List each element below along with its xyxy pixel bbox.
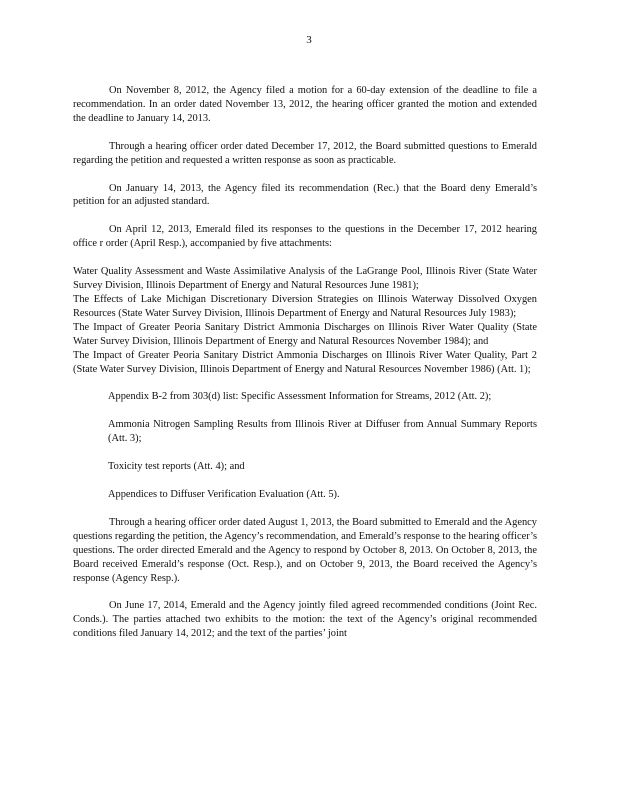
page-number: 3	[306, 34, 312, 46]
attachment-item: The Impact of Greater Peoria Sanitary District Ammonia Discharges on Illinois River Water Quality, Part 2 (State Water Survey Division, Illinois Department of Energy and Natural Resources November 1986) (Att. 1);	[73, 349, 537, 375]
paragraph-joint-conditions: On June 17, 2014, Emerald and the Agency jointly filed agreed recommended conditions (Joint Rec. Conds.). The parties attached two exhibits to the motion: the text of the Agency’s original recommended conditions filed January 14, 2012; and the text of the parties’ joint	[73, 600, 537, 640]
attachment-2: Appendix B-2 from 303(d) list: Specific Assessment Information for Streams, 2012 (Att. 2);	[108, 391, 492, 403]
attachment-4: Toxicity test reports (Att. 4); and	[108, 461, 245, 473]
attachment-item: The Impact of Greater Peoria Sanitary District Ammonia Discharges on Illinois River Water Quality (State Water Survey Division, Illinois Department of Energy and Natural Resources November 1984); and	[73, 321, 537, 347]
paragraph-august-order: Through a hearing officer order dated August 1, 2013, the Board submitted to Emerald and the Agency questions regarding the petition, the Agency’s recommendation, and Emerald’s response to the hearing officer’s questions. The order directed Emerald and the Agency to respond by October 8, 2013. On October 8, 2013, the Board received Emerald’s response (Oct. Resp.), and on October 9, 2013, the Board received the Agency’s response (Agency Resp.).	[73, 516, 537, 584]
attachment-item: Water Quality Assessment and Waste Assimilative Analysis of the LaGrange Pool, Illinois River (State Water Survey Division, Illinois Department of Energy and Natural Resources June 1981);	[73, 266, 537, 292]
attachment-5: Appendices to Diffuser Verification Evaluation (Att. 5).	[108, 489, 340, 501]
attachment-item: The Effects of Lake Michigan Discretionary Diversion Strategies on Illinois Waterway Dissolved Oxygen Resources (State Water Survey Division, Illinois Department of Energy and Natural Resources July 1983);	[73, 293, 537, 319]
paragraph-agency-recommendation: On January 14, 2013, the Agency filed its recommendation (Rec.) that the Board deny Emerald’s petition for an adjusted standard.	[73, 182, 537, 208]
attachment-3: Ammonia Nitrogen Sampling Results from Illinois River at Diffuser from Annual Summary Reports (Att. 3);	[108, 419, 537, 445]
document-body	[73, 84, 537, 655]
paragraph-emerald-responses: On April 12, 2013, Emerald filed its responses to the questions in the December 17, 2012 hearing office r order (April Resp.), accompanied by five attachments:	[73, 224, 537, 250]
paragraph-extension-motion: On November 8, 2012, the Agency filed a motion for a 60-day extension of the deadline to file a recommendation. In an order dated November 13, 2012, the hearing officer granted the motion and extended the deadline to January 14, 2013.	[73, 85, 537, 124]
attachment-1-list	[73, 265, 537, 376]
paragraph-board-questions: Through a hearing officer order dated December 17, 2012, the Board submitted questions to Emerald regarding the petition and requested a written response as soon as practicable.	[73, 140, 537, 166]
